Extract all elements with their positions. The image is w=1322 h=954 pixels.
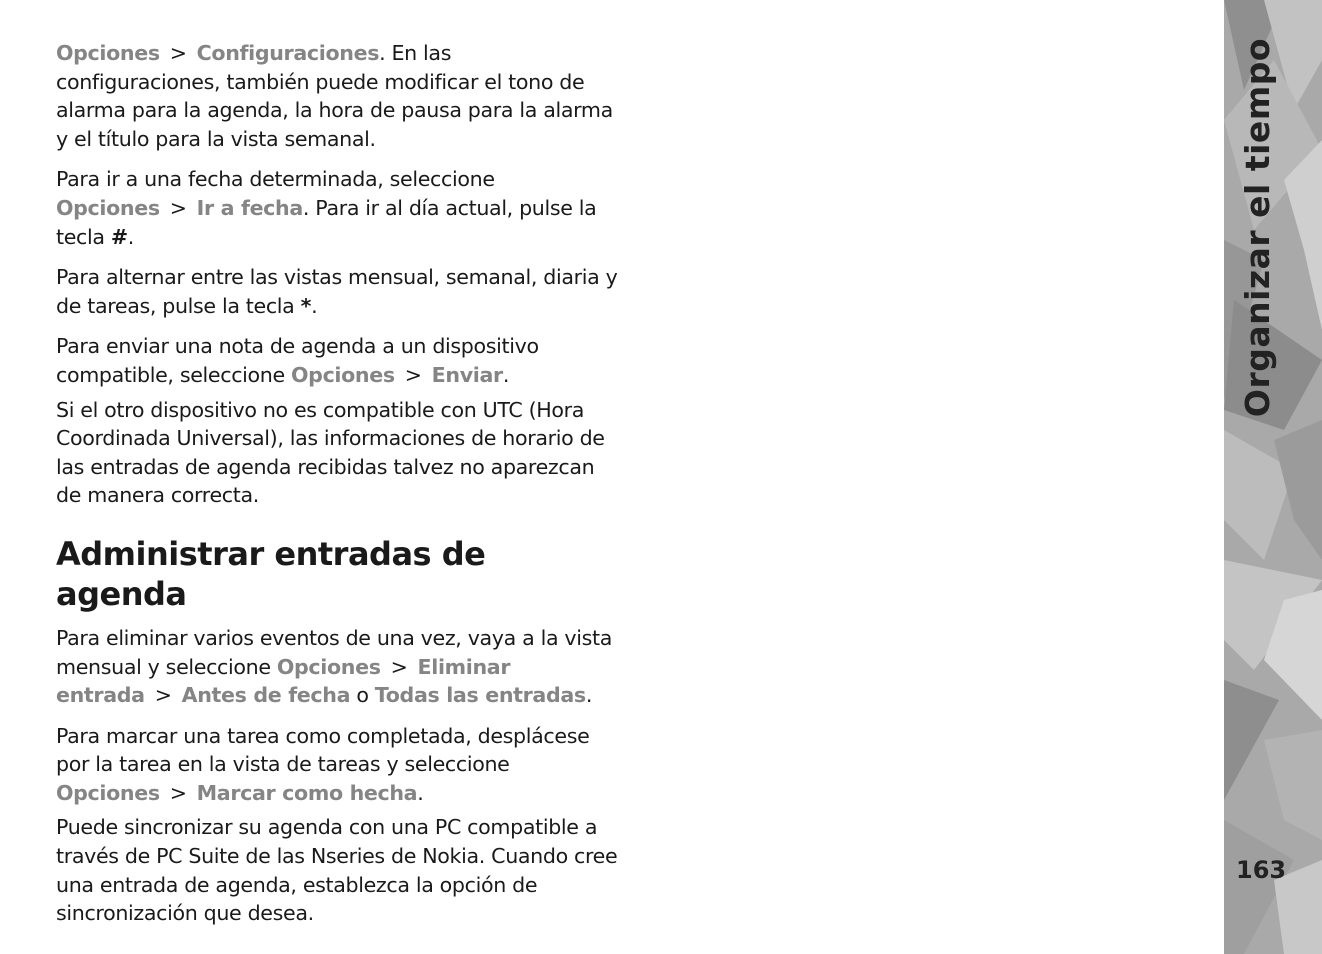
menu-path-item: Ir a fecha xyxy=(196,195,303,220)
paragraph-go-to-date xyxy=(56,165,618,251)
menu-separator: > xyxy=(169,41,187,65)
menu-path-item: Opciones xyxy=(56,41,160,65)
page-number: 163 xyxy=(1236,856,1287,884)
menu-path-item: Configuraciones xyxy=(196,41,380,65)
paragraph-text: Para alternar entre las vistas mensual, semanal, diaria y de tareas, pulse la tecla xyxy=(56,265,618,318)
menu-path-item: Todas las entradas xyxy=(374,683,586,708)
menu-path-item: Antes de fecha xyxy=(181,683,351,708)
paragraph-switch-views xyxy=(56,263,618,320)
menu-separator: > xyxy=(390,654,408,679)
paragraph-text: o xyxy=(350,683,375,708)
paragraph-text: Para ir a una fecha determinada, seleccione xyxy=(56,167,495,192)
paragraph-text: . xyxy=(417,780,424,805)
paragraph-mark-task xyxy=(56,722,618,808)
paragraph-text: . xyxy=(585,683,593,708)
paragraph-text: Para marcar una tarea como completada, desplácese por la tarea en la vista de tareas y seleccione xyxy=(56,723,590,777)
menu-path-item: Opciones xyxy=(56,195,160,220)
menu-path-item: Eliminar entrada xyxy=(56,654,511,708)
menu-separator: > xyxy=(169,780,187,805)
paragraph-sync: Puede sincronizar su agenda con una PC compatible a través de PC Suite de las Nseries de Nokia. Cuando cree una entrada de agenda, establezca la opción de sincronización que desea. xyxy=(56,815,618,926)
paragraph-text: Para eliminar varios eventos de una vez, vaya a la vista mensual y seleccione xyxy=(56,625,612,679)
paragraph-text: . xyxy=(502,362,510,387)
paragraph-text: . xyxy=(127,224,134,249)
menu-separator: > xyxy=(169,195,187,220)
menu-separator: > xyxy=(404,362,422,387)
menu-path-item: Opciones xyxy=(56,780,160,805)
paragraph-delete-entries xyxy=(56,624,618,710)
section-heading: Administrar entradas de agenda xyxy=(56,534,486,613)
body-text-column xyxy=(56,39,618,940)
paragraph-settings xyxy=(56,39,618,153)
paragraph-text: . En las configuraciones, también puede modificar el tono de alarma para la agenda, la hora de pausa para la alarma y el título para la vista semanal. xyxy=(56,41,613,151)
paragraph-text: . xyxy=(311,293,318,318)
paragraph-send-note xyxy=(56,332,618,389)
chapter-title: Organizar el tiempo xyxy=(1238,38,1277,418)
menu-path-item: Marcar como hecha xyxy=(196,780,418,805)
paragraph-utc-note: Si el otro dispositivo no es compatible con UTC (Hora Coordinada Universal), las informaciones de horario de las entradas de agenda recibidas talvez no aparezcan de manera correcta. xyxy=(56,397,605,508)
menu-path-item: Opciones xyxy=(291,362,395,387)
paragraph-text: Para enviar una nota de agenda a un dispositivo compatible, seleccione xyxy=(56,334,539,387)
menu-path-item: Enviar xyxy=(431,362,503,387)
menu-path-item: Opciones xyxy=(276,654,381,679)
key-symbol: # xyxy=(110,224,128,249)
menu-separator: > xyxy=(154,683,172,708)
key-symbol: * xyxy=(300,293,312,318)
paragraph-text: . Para ir al día actual, pulse la tecla xyxy=(56,195,597,249)
